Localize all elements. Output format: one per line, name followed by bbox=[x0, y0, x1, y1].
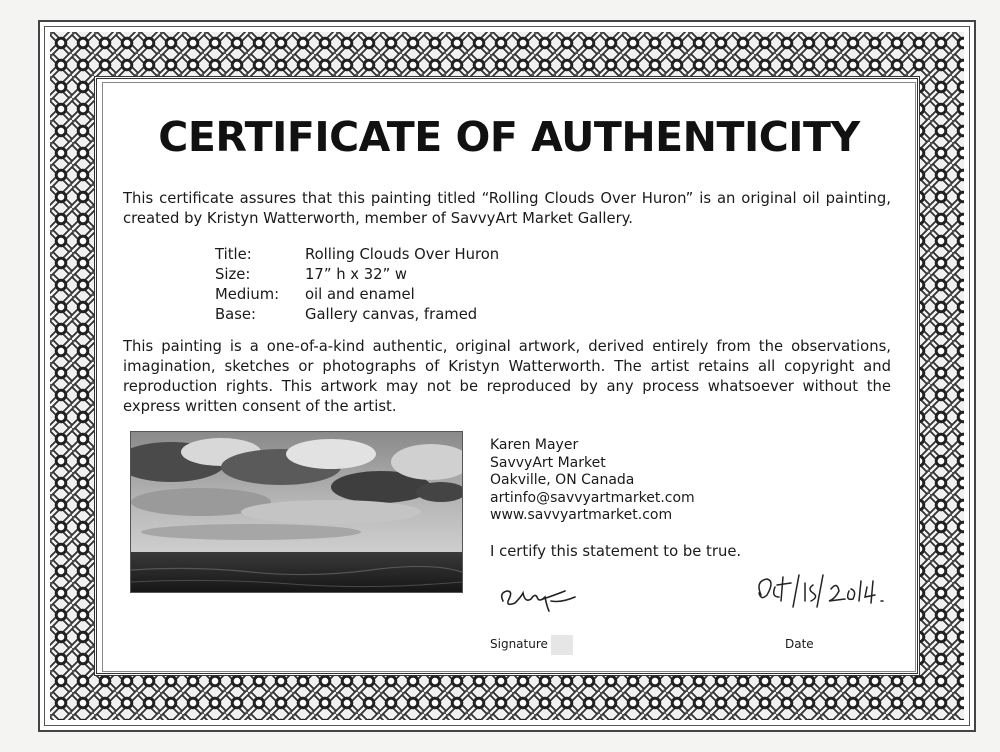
detail-value: Gallery canvas, framed bbox=[305, 306, 478, 323]
contact-email: artinfo@savvyartmarket.com bbox=[490, 489, 695, 506]
date-label: Date bbox=[785, 637, 814, 651]
detail-row-size bbox=[215, 265, 499, 285]
handwritten-date bbox=[753, 567, 893, 617]
painting-image bbox=[130, 431, 463, 593]
detail-row-medium bbox=[215, 285, 499, 305]
contact-location: Oakville, ON Canada bbox=[490, 472, 635, 488]
detail-value: 17” h x 32” w bbox=[305, 266, 408, 283]
handwritten-signature bbox=[495, 577, 585, 617]
certify-statement: I certify this statement to be true. bbox=[490, 543, 742, 560]
detail-label: Title: bbox=[215, 246, 252, 263]
signature-label: Signature bbox=[490, 637, 548, 651]
detail-value: Rolling Clouds Over Huron bbox=[305, 246, 500, 263]
detail-row-base bbox=[215, 305, 499, 325]
statement-paragraph: This painting is a one-of-a-kind authentic, original artwork, derived entirely from the observations, imagination, sketches or photographs of Kristyn Watterworth. The artist retains all copyright and reproduction rights. This artwork may not be reproduced by any process whatsoever without the express written consent of the artist. bbox=[123, 338, 891, 415]
contact-block bbox=[490, 437, 695, 525]
certificate-panel bbox=[102, 82, 916, 672]
detail-label: Base: bbox=[215, 306, 257, 323]
signature-redaction bbox=[551, 635, 573, 655]
painting-illustration bbox=[131, 432, 462, 592]
intro-paragraph: This certificate assures that this painting titled “Rolling Clouds Over Huron” is an original oil painting, created by Kristyn Watterworth, member of SavvyArt Market Gallery. bbox=[123, 190, 891, 227]
contact-name: Karen Mayer bbox=[490, 437, 579, 453]
contact-company: SavvyArt Market bbox=[490, 454, 606, 471]
painting-details bbox=[215, 245, 499, 325]
detail-row-title bbox=[215, 245, 499, 265]
detail-label: Medium: bbox=[215, 286, 280, 303]
detail-value: oil and enamel bbox=[305, 286, 415, 303]
certificate-title: CERTIFICATE OF AUTHENTICITY bbox=[158, 113, 860, 161]
detail-label: Size: bbox=[215, 266, 251, 283]
contact-website: www.savvyartmarket.com bbox=[490, 507, 673, 523]
